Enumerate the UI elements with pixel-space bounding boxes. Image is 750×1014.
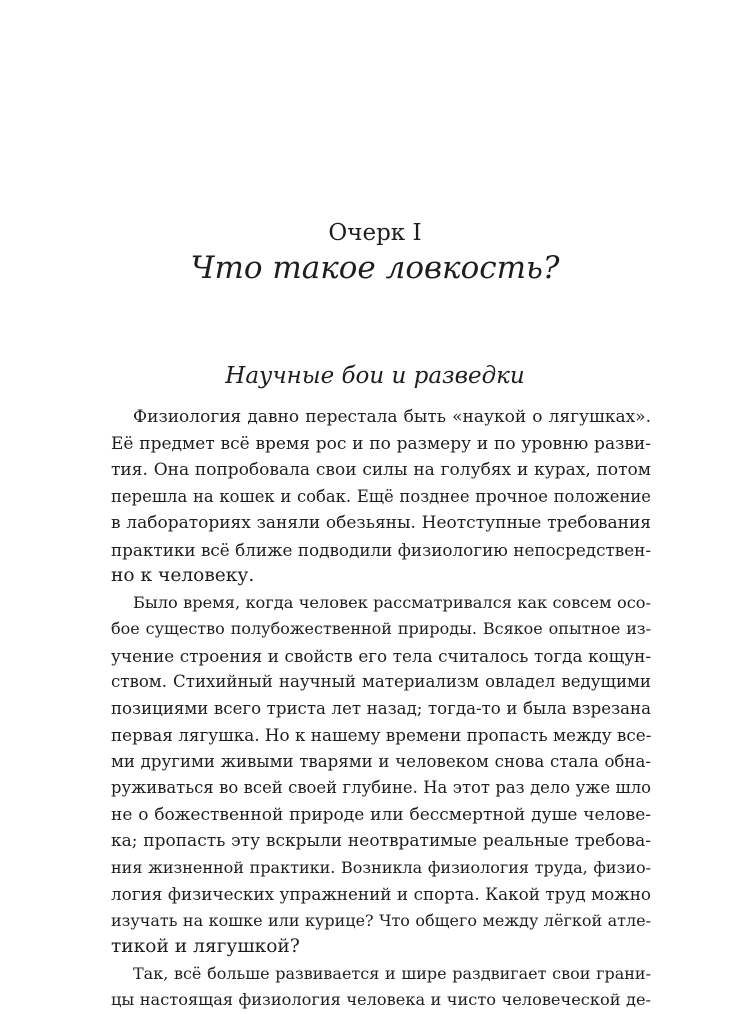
text-line: позициями всего триста лет назад; тогда-то и была взрезана <box>111 698 651 718</box>
body-text <box>111 404 651 1014</box>
text-line: не о божественной природе или бессмертной душе челове- <box>111 804 651 825</box>
text-line: учение строения и свойств его тела считалось тогда кощун- <box>111 645 651 666</box>
text-line: Так, всё больше развивается и шире раздвигает свои грани- <box>133 963 651 983</box>
text-line: в лабораториях заняли обезьяны. Неотступные требования <box>111 513 651 533</box>
text-line: практики всё ближе подводили физиологию непосредствен- <box>111 539 651 560</box>
text-line: ством. Стихийный научный материализм овладел ведущими <box>111 672 651 691</box>
text-line: перешла на кошек и собак. Ещё позднее прочное положение <box>111 486 651 506</box>
text-line: первая лягушка. Но к нашему времени пропасть между все- <box>111 725 652 745</box>
text-line: ния жизненной практики. Возникла физиология труда, физио- <box>111 857 651 877</box>
text-line: тия. Она попробовала свои силы на голубях и курах, потом <box>111 460 651 480</box>
text-line: Её предмет всё время рос и по размеру и по уровню разви- <box>111 433 651 454</box>
text-line: тикой и лягушкой? <box>111 936 300 957</box>
text-line: ми другими живыми тварями и человеком снова стала обна- <box>111 751 651 771</box>
text-line: но к человеку. <box>111 565 255 586</box>
essay-label: Очерк I <box>328 220 422 246</box>
text-line: логия физических упражнений и спорта. Какой труд можно <box>111 884 651 904</box>
text-line: руживаться во всей своей глубине. На этот раз дело уже шло <box>111 778 651 797</box>
text-line: Было время, когда человек рассматривался как совсем осо- <box>133 592 651 612</box>
section-title: Научные бои и разведки <box>225 363 525 389</box>
text-line: цы настоящая физиология человека и чисто человеческой де- <box>111 990 651 1009</box>
text-line: Физиология давно перестала быть «наукой о лягушках». <box>133 407 651 427</box>
text-line: ка; пропасть эту вскрыли неотвратимые реальные требова- <box>111 831 651 851</box>
essay-title: Что такое ловкость? <box>190 250 560 286</box>
text-line: изучать на кошке или курице? Что общего между лёгкой атле- <box>111 910 651 930</box>
text-line: бое существо полубожественной природы. Всякое опытное из- <box>111 619 651 638</box>
